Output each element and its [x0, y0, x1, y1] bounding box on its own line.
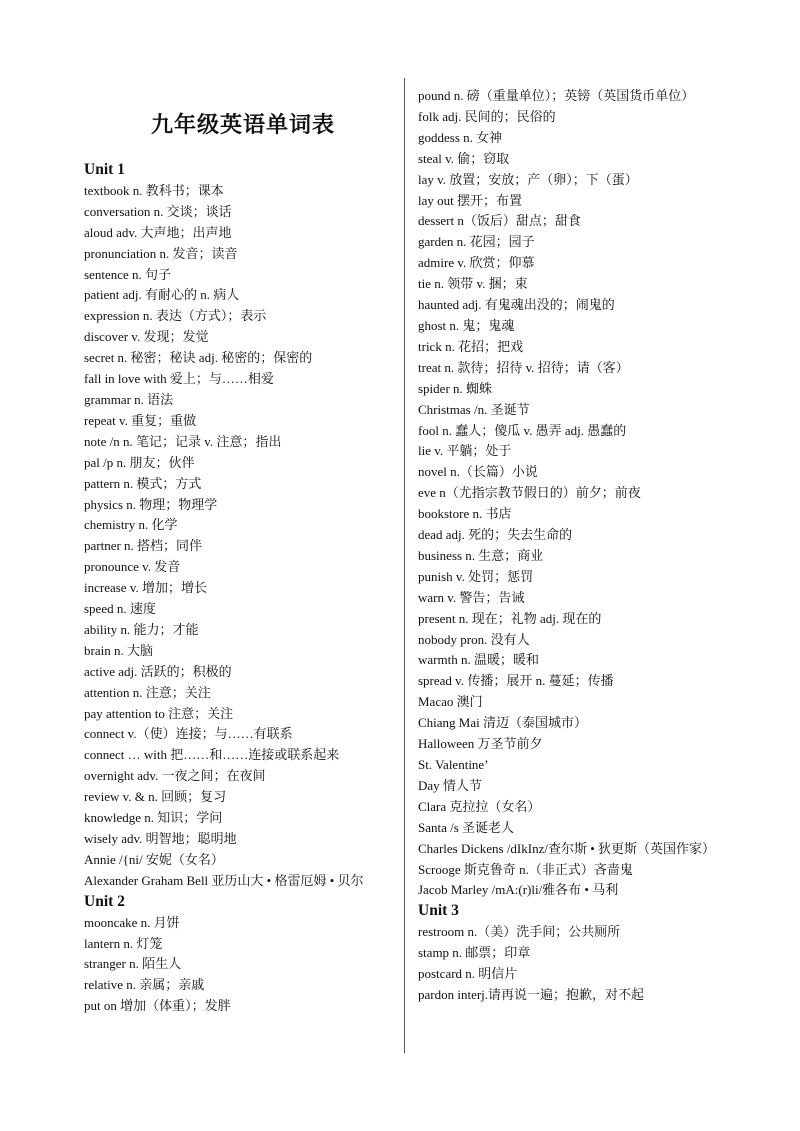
vocab-entry: Alexander Graham Bell 亚历山大 • 格雷厄姆 • 贝尔 — [84, 872, 364, 888]
vocab-entry: dessert n（饭后）甜点；甜食 — [418, 213, 581, 229]
vocab-entry: pattern n. 模式；方式 — [84, 475, 202, 491]
vocab-entry: spread v. 传播；展开 n. 蔓延；传播 — [418, 673, 614, 689]
vocab-entry: Charles Dickens /dIkInz/查尔斯 • 狄更斯（英国作家） — [418, 840, 716, 856]
vocab-entry: pardon interj.请再说一遍；抱歉，对不起 — [418, 986, 645, 1002]
left-column — [84, 0, 402, 1131]
vocab-entry: relative n. 亲属；亲戚 — [84, 977, 205, 993]
vocab-entry: Christmas /n. 圣诞节 — [418, 401, 530, 417]
vocab-entry: ghost n. 鬼；鬼魂 — [418, 317, 515, 333]
vocab-entry: overnight adv. 一夜之间；在夜间 — [84, 768, 266, 784]
vocab-entry: ability n. 能力；才能 — [84, 621, 199, 637]
vocab-entry: bookstore n. 书店 — [418, 506, 512, 522]
vocab-entry: Halloween 万圣节前夕 — [418, 736, 543, 752]
vocab-entry: fall in love with 爱上；与……相爱 — [84, 371, 274, 387]
vocab-entry: Scrooge 斯克鲁奇 n.（非正式）吝啬鬼 — [418, 861, 633, 877]
vocab-entry: fool n. 蠢人；傻瓜 v. 愚弄 adj. 愚蠢的 — [418, 422, 627, 438]
vocab-entry: note /n n. 笔记；记录 v. 注意；指出 — [84, 433, 282, 449]
vocab-entry: goddess n. 女神 — [418, 129, 503, 145]
vocab-entry: pronounce v. 发音 — [84, 559, 181, 575]
vocab-entry: business n. 生意；商业 — [418, 547, 544, 563]
vocab-entry: connect … with 把……和……连接或联系起来 — [84, 747, 340, 763]
column-divider — [404, 78, 405, 1053]
vocab-entry: secret n. 秘密；秘诀 adj. 秘密的；保密的 — [84, 350, 313, 366]
vocab-entry: put on 增加（体重）；发胖 — [84, 998, 231, 1014]
vocab-entry: expression n. 表达（方式）；表示 — [84, 308, 267, 324]
vocab-entry: pal /p n. 朋友；伙伴 — [84, 454, 195, 470]
vocab-entry: nobody pron. 没有人 — [418, 631, 530, 647]
vocab-entry: repeat v. 重复；重做 — [84, 412, 197, 428]
vocab-entry: pay attention to 注意；关注 — [84, 705, 234, 721]
vocab-entry: Clara 克拉拉（女名） — [418, 798, 541, 814]
vocab-entry: warmth n. 温暖；暖和 — [418, 652, 539, 668]
vocab-entry: eve n（尤指宗教节假日的）前夕；前夜 — [418, 485, 641, 501]
vocab-entry: tie n. 领带 v. 捆；束 — [418, 276, 528, 292]
vocab-entry: folk adj. 民间的；民俗的 — [418, 108, 556, 124]
vocab-entry: Chiang Mai 清迈（泰国城市） — [418, 715, 587, 731]
vocab-entry: physics n. 物理；物理学 — [84, 496, 218, 512]
vocab-entry: mooncake n. 月饼 — [84, 914, 180, 930]
vocab-entry: pronunciation n. 发音；读音 — [84, 245, 238, 261]
vocab-entry: Santa /s 圣诞老人 — [418, 819, 515, 835]
vocab-entry: review v. & n. 回顾；复习 — [84, 789, 227, 805]
vocab-entry: speed n. 速度 — [84, 601, 156, 617]
vocab-entry: increase v. 增加；增长 — [84, 580, 207, 596]
vocab-entry: sentence n. 句子 — [84, 266, 172, 282]
vocab-entry: pound n. 磅（重量单位）；英镑（英国货币单位） — [418, 88, 695, 103]
vocab-entry: brain n. 大脑 — [84, 642, 153, 658]
vocab-entry: dead adj. 死的；失去生命的 — [418, 527, 573, 543]
vocab-entry: Day 情人节 — [418, 777, 482, 793]
vocab-entry: spider n. 蜘蛛 — [418, 380, 493, 396]
vocab-entry: textbook n. 教科书；课本 — [84, 182, 224, 198]
vocab-entry: lantern n. 灯笼 — [84, 935, 163, 951]
right-word-list — [418, 86, 715, 1006]
vocab-entry: patient adj. 有耐心的 n. 病人 — [84, 287, 240, 303]
vocab-entry: wisely adv. 明智地；聪明地 — [84, 831, 237, 846]
vocab-entry: stamp n. 邮票；印章 — [418, 945, 531, 961]
vocab-entry: lie v. 平躺；处于 — [418, 443, 512, 459]
vocab-entry: partner n. 搭档；同伴 — [84, 538, 203, 554]
vocab-entry: warn v. 警告；告诫 — [418, 589, 525, 605]
vocab-entry: Annie /{ni/ 安妮（女名） — [84, 851, 224, 867]
vocab-entry: aloud adv. 大声地；出声地 — [84, 224, 232, 240]
vocab-entry: grammar n. 语法 — [84, 391, 174, 407]
vocab-entry: punish v. 处罚；惩罚 — [418, 568, 534, 584]
vocab-entry: restroom n.（美）洗手间；公共厕所 — [418, 924, 621, 940]
vocab-entry: treat n. 款待；招待 v. 招待；请（客） — [418, 359, 629, 375]
vocab-entry: lay out 摆开；布置 — [418, 192, 522, 208]
vocab-entry: chemistry n. 化学 — [84, 517, 178, 533]
vocab-entry: Jacob Marley /mA:(r)li/雅各布 • 马利 — [418, 882, 619, 898]
vocab-entry: connect v.（使）连接；与……有联系 — [84, 726, 293, 742]
page-title: 九年级英语单词表 — [150, 112, 335, 137]
vocab-entry: garden n. 花园；园子 — [418, 234, 535, 250]
vocab-entry: active adj. 活跃的；积极的 — [84, 663, 232, 679]
vocab-entry: admire v. 欣赏；仰慕 — [418, 255, 535, 271]
unit-heading: Unit 1 — [84, 161, 125, 178]
vocab-entry: conversation n. 交谈；谈话 — [84, 203, 232, 219]
vocab-entry: steal v. 偷；窃取 — [418, 150, 510, 166]
unit-heading: Unit 3 — [418, 902, 459, 920]
vocab-entry: lay v. 放置；安放；产（卵）；下（蛋） — [418, 171, 638, 187]
right-column — [418, 0, 730, 1131]
vocab-entry: present n. 现在；礼物 adj. 现在的 — [418, 610, 602, 626]
vocab-entry: haunted adj. 有鬼魂出没的；闹鬼的 — [418, 297, 615, 313]
vocab-entry: trick n. 花招；把戏 — [418, 338, 524, 354]
vocab-entry: novel n.（长篇）小说 — [418, 464, 538, 480]
vocab-entry: Macao 澳门 — [418, 694, 483, 710]
vocab-entry: knowledge n. 知识；学问 — [84, 810, 223, 826]
unit-heading: Unit 2 — [84, 892, 125, 910]
vocab-entry: attention n. 注意；关注 — [84, 684, 211, 700]
vocab-entry: discover v. 发现；发觉 — [84, 329, 209, 345]
vocab-entry: St. Valentine’ — [418, 757, 489, 772]
vocab-entry: postcard n. 明信片 — [418, 966, 518, 982]
vocab-entry: stranger n. 陌生人 — [84, 956, 182, 972]
left-word-list — [84, 160, 364, 1017]
